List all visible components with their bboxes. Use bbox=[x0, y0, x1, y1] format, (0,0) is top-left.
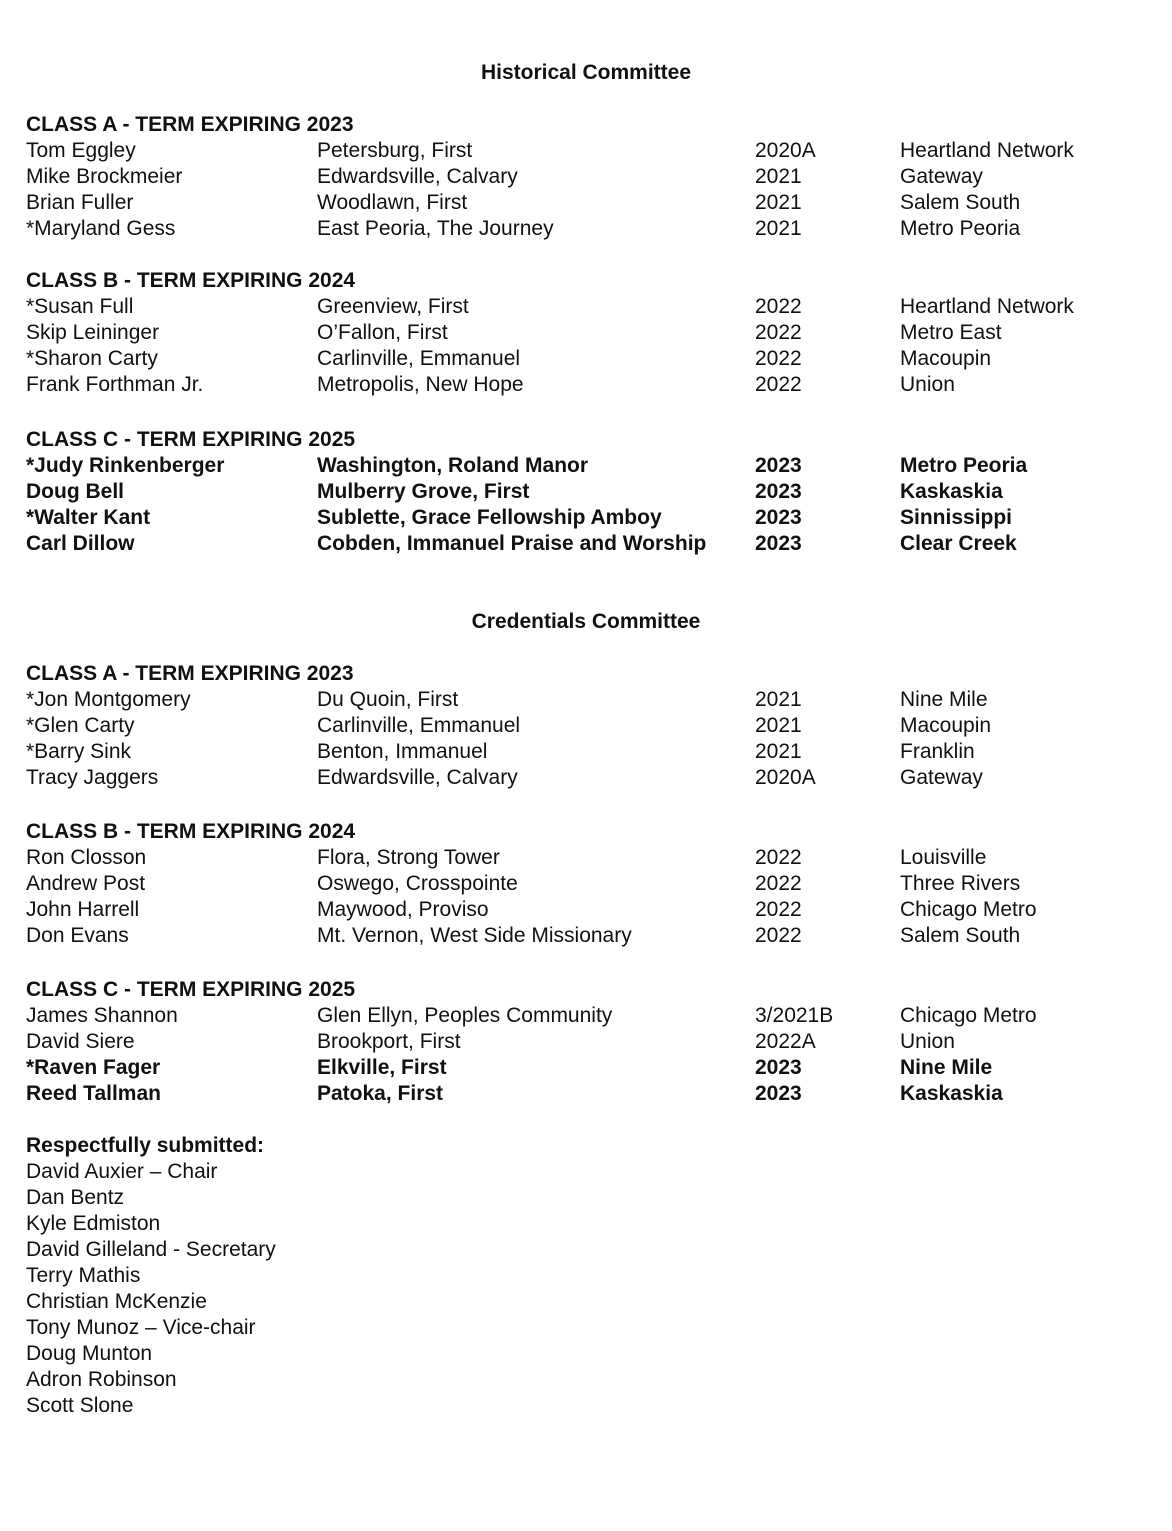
member-year: 2023 bbox=[755, 454, 802, 477]
member-name: James Shannon bbox=[26, 1004, 178, 1027]
member-church: Mt. Vernon, West Side Missionary bbox=[317, 924, 632, 947]
member-year: 2022 bbox=[755, 846, 802, 869]
member-name: Brian Fuller bbox=[26, 191, 134, 214]
member-association: Metro Peoria bbox=[900, 217, 1021, 240]
submitter-name: David Auxier – Chair bbox=[26, 1160, 218, 1183]
member-row bbox=[26, 923, 1146, 949]
member-name: Andrew Post bbox=[26, 872, 146, 895]
member-association: Union bbox=[900, 1030, 955, 1053]
member-association: Salem South bbox=[900, 191, 1021, 214]
member-association: Heartland Network bbox=[900, 295, 1074, 318]
class-heading: CLASS B - TERM EXPIRING 2024 bbox=[26, 820, 356, 843]
member-church: Edwardsville, Calvary bbox=[317, 766, 518, 789]
member-church: Greenview, First bbox=[317, 295, 469, 318]
member-church: O’Fallon, First bbox=[317, 321, 448, 344]
member-church: Carlinville, Emmanuel bbox=[317, 347, 521, 370]
member-association: Chicago Metro bbox=[900, 1004, 1037, 1027]
member-row bbox=[26, 687, 1146, 713]
member-row bbox=[26, 138, 1146, 164]
member-association: Nine Mile bbox=[900, 688, 988, 711]
member-year: 2022 bbox=[755, 347, 802, 370]
member-row bbox=[26, 871, 1146, 897]
member-row bbox=[26, 1003, 1146, 1029]
class-heading: CLASS A - TERM EXPIRING 2023 bbox=[26, 662, 354, 685]
member-name: *Maryland Gess bbox=[26, 217, 176, 240]
member-year: 2022 bbox=[755, 898, 802, 921]
credentials-class-c bbox=[26, 977, 1146, 1107]
member-year: 2023 bbox=[755, 1056, 802, 1079]
member-year: 2022 bbox=[755, 373, 802, 396]
member-association: Nine Mile bbox=[900, 1056, 993, 1079]
respectfully-submitted-block bbox=[26, 1133, 276, 1419]
member-name: Reed Tallman bbox=[26, 1082, 161, 1105]
member-church: Glen Ellyn, Peoples Community bbox=[317, 1004, 613, 1027]
member-year: 2023 bbox=[755, 532, 802, 555]
historical-committee-title: Historical Committee bbox=[480, 61, 692, 84]
member-name: Mike Brockmeier bbox=[26, 165, 183, 188]
member-association: Three Rivers bbox=[900, 872, 1021, 895]
member-association: Metro East bbox=[900, 321, 1002, 344]
member-church: Metropolis, New Hope bbox=[317, 373, 524, 396]
member-year: 2023 bbox=[755, 480, 802, 503]
credentials-class-a bbox=[26, 661, 1146, 791]
member-association: Gateway bbox=[900, 766, 983, 789]
class-heading: CLASS C - TERM EXPIRING 2025 bbox=[26, 428, 356, 451]
member-church: Patoka, First bbox=[317, 1082, 444, 1105]
member-year: 2022 bbox=[755, 295, 802, 318]
member-row bbox=[26, 190, 1146, 216]
member-association: Sinnissippi bbox=[900, 506, 1013, 529]
member-association: Gateway bbox=[900, 165, 983, 188]
member-church: Oswego, Crosspointe bbox=[317, 872, 518, 895]
member-church: Elkville, First bbox=[317, 1056, 447, 1079]
member-name: *Raven Fager bbox=[26, 1056, 161, 1079]
submitter-name: Adron Robinson bbox=[26, 1368, 177, 1391]
member-church: East Peoria, The Journey bbox=[317, 217, 554, 240]
member-name: *Jon Montgomery bbox=[26, 688, 191, 711]
member-church: Du Quoin, First bbox=[317, 688, 459, 711]
submitter-name: Dan Bentz bbox=[26, 1186, 125, 1209]
member-row bbox=[26, 164, 1146, 190]
member-name: *Sharon Carty bbox=[26, 347, 158, 370]
member-year: 2021 bbox=[755, 191, 802, 214]
member-row bbox=[26, 505, 1146, 531]
member-year: 2023 bbox=[755, 1082, 802, 1105]
member-name: Carl Dillow bbox=[26, 532, 135, 555]
member-association: Chicago Metro bbox=[900, 898, 1037, 921]
submitter-name: David Gilleland - Secretary bbox=[26, 1238, 276, 1261]
submitter-name: Christian McKenzie bbox=[26, 1290, 207, 1313]
member-association: Heartland Network bbox=[900, 139, 1074, 162]
member-year: 2020A bbox=[755, 139, 816, 162]
member-row bbox=[26, 765, 1146, 791]
member-name: Frank Forthman Jr. bbox=[26, 373, 204, 396]
member-name: *Glen Carty bbox=[26, 714, 135, 737]
submitter-name: Terry Mathis bbox=[26, 1264, 141, 1287]
member-association: Macoupin bbox=[900, 714, 992, 737]
historical-class-c bbox=[26, 427, 1146, 557]
member-church: Brookport, First bbox=[317, 1030, 461, 1053]
member-row bbox=[26, 897, 1146, 923]
class-heading: CLASS C - TERM EXPIRING 2025 bbox=[26, 978, 356, 1001]
member-row bbox=[26, 845, 1146, 871]
member-row bbox=[26, 713, 1146, 739]
member-church: Flora, Strong Tower bbox=[317, 846, 500, 869]
member-church: Petersburg, First bbox=[317, 139, 473, 162]
member-church: Woodlawn, First bbox=[317, 191, 468, 214]
class-heading: CLASS A - TERM EXPIRING 2023 bbox=[26, 113, 354, 136]
submitted-heading: Respectfully submitted: bbox=[26, 1134, 265, 1157]
member-name: *Walter Kant bbox=[26, 506, 151, 529]
member-name: Skip Leininger bbox=[26, 321, 160, 344]
member-year: 2022 bbox=[755, 924, 802, 947]
member-row bbox=[26, 453, 1146, 479]
member-name: Tracy Jaggers bbox=[26, 766, 159, 789]
member-row bbox=[26, 1081, 1146, 1107]
submitter-name: Scott Slone bbox=[26, 1394, 134, 1417]
credentials-committee-title: Credentials Committee bbox=[471, 610, 701, 633]
member-year: 2021 bbox=[755, 740, 802, 763]
member-row bbox=[26, 216, 1146, 242]
member-association: Clear Creek bbox=[900, 532, 1017, 555]
member-church: Sublette, Grace Fellowship Amboy bbox=[317, 506, 662, 529]
historical-class-a bbox=[26, 112, 1146, 242]
member-name: *Susan Full bbox=[26, 295, 134, 318]
member-year: 2022A bbox=[755, 1030, 816, 1053]
member-year: 3/2021B bbox=[755, 1004, 834, 1027]
member-name: *Judy Rinkenberger bbox=[26, 454, 225, 477]
member-association: Macoupin bbox=[900, 347, 992, 370]
member-church: Washington, Roland Manor bbox=[317, 454, 589, 477]
member-row bbox=[26, 739, 1146, 765]
member-row bbox=[26, 531, 1146, 557]
member-association: Louisville bbox=[900, 846, 987, 869]
member-year: 2022 bbox=[755, 872, 802, 895]
member-row bbox=[26, 372, 1146, 398]
member-name: John Harrell bbox=[26, 898, 140, 921]
submitter-name: Kyle Edmiston bbox=[26, 1212, 161, 1235]
member-church: Cobden, Immanuel Praise and Worship bbox=[317, 532, 707, 555]
member-church: Mulberry Grove, First bbox=[317, 480, 530, 503]
member-association: Metro Peoria bbox=[900, 454, 1028, 477]
member-year: 2023 bbox=[755, 506, 802, 529]
submitter-name: Tony Munoz – Vice-chair bbox=[26, 1316, 256, 1339]
member-year: 2021 bbox=[755, 688, 802, 711]
member-row bbox=[26, 1029, 1146, 1055]
submitter-name: Doug Munton bbox=[26, 1342, 153, 1365]
member-name: Tom Eggley bbox=[26, 139, 136, 162]
member-church: Maywood, Proviso bbox=[317, 898, 489, 921]
member-name: *Barry Sink bbox=[26, 740, 132, 763]
member-church: Benton, Immanuel bbox=[317, 740, 488, 763]
member-year: 2022 bbox=[755, 321, 802, 344]
member-year: 2021 bbox=[755, 165, 802, 188]
member-name: David Siere bbox=[26, 1030, 135, 1053]
member-year: 2021 bbox=[755, 714, 802, 737]
member-church: Edwardsville, Calvary bbox=[317, 165, 518, 188]
member-church: Carlinville, Emmanuel bbox=[317, 714, 521, 737]
historical-class-b bbox=[26, 268, 1146, 398]
member-name: Don Evans bbox=[26, 924, 129, 947]
member-name: Doug Bell bbox=[26, 480, 124, 503]
member-row bbox=[26, 294, 1146, 320]
member-association: Union bbox=[900, 373, 955, 396]
member-name: Ron Closson bbox=[26, 846, 147, 869]
member-year: 2020A bbox=[755, 766, 816, 789]
class-heading: CLASS B - TERM EXPIRING 2024 bbox=[26, 269, 356, 292]
member-association: Salem South bbox=[900, 924, 1021, 947]
member-row bbox=[26, 1055, 1146, 1081]
member-association: Kaskaskia bbox=[900, 1082, 1003, 1105]
member-year: 2021 bbox=[755, 217, 802, 240]
member-row bbox=[26, 320, 1146, 346]
member-row bbox=[26, 479, 1146, 505]
credentials-class-b bbox=[26, 819, 1146, 949]
member-row bbox=[26, 346, 1146, 372]
member-association: Franklin bbox=[900, 740, 975, 763]
member-association: Kaskaskia bbox=[900, 480, 1003, 503]
